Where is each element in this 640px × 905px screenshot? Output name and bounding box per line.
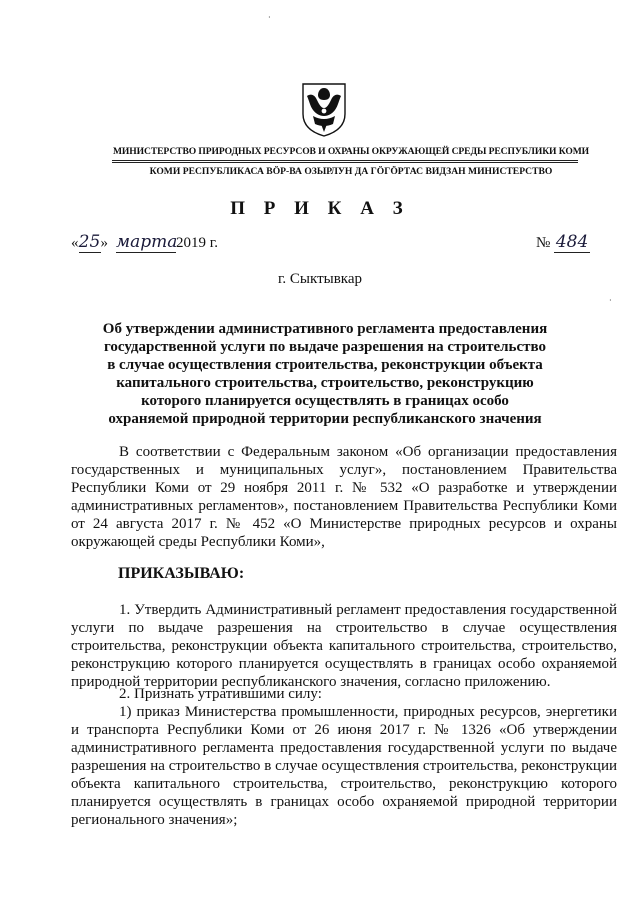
date-open-quote: « <box>71 235 79 251</box>
item-2-1-paragraph: 1) приказ Министерства промышленности, природных ресурсов, энергетики и транспорта Республики Коми от 26 июня 2017 г. № 1326 «Об утверждении административного регламента предоставления государственной услуги по выдаче разрешения на строительство в случае осуществления строительства, реконструкции объекта капитального строительства, строительство, реконструкцию которого планируется осуществлять в границах особо охраняемой природной территории регионального значения»; <box>71 704 617 828</box>
scan-mark: · <box>609 296 612 305</box>
document-title: П Р И К А З <box>230 198 410 219</box>
item-2-paragraph: 2. Признать утратившими силу: <box>119 686 322 702</box>
date-day: 25 <box>78 232 101 252</box>
header-divider <box>112 160 578 161</box>
number-value: 484 <box>555 232 589 252</box>
order-subject: Об утверждении административного регламента предоставления государственной услуги по выдаче разрешения на строительство в случае осуществления строительства, реконструкции объекта капитального строительства, строительство, реконструкцию которого планируется осуществлять в границах особо охраняемой природной территории республиканского значения <box>102 321 548 427</box>
order-word: ПРИКАЗЫВАЮ: <box>118 565 245 582</box>
scan-mark: · <box>268 13 271 22</box>
item-1-paragraph: 1. Утвердить Административный регламент предоставления государственной услуги по выдаче разрешения на строительство в случае осуществления строительства, реконструкции объекта капитального строительства, строительство, реконструкцию которого планируется осуществлять в границах особо охраняемой природной территории республиканского значения, согласно приложению. <box>71 602 617 690</box>
ministry-name-russian: МИНИСТЕРСТВО ПРИРОДНЫХ РЕСУРСОВ И ОХРАНЫ ОКРУЖАЮЩЕЙ СРЕДЫ РЕСПУБЛИКИ КОМИ <box>112 146 590 157</box>
city-line: г. Сыктывкар <box>277 271 363 287</box>
komi-coat-of-arms-icon <box>299 80 349 138</box>
date-year: 2019 г. <box>176 235 218 251</box>
date-month: марта <box>116 232 178 252</box>
ministry-name-komi: КОМИ РЕСПУБЛИКАСА ВÖР-ВА ОЗЫРЛУН ДА ГÖГÖРТАС ВИДЗАН МИНИСТЕРСТВО <box>149 166 553 177</box>
date-close-quote: » <box>100 235 108 251</box>
header-divider <box>112 162 578 163</box>
order-date <box>71 232 218 253</box>
number-prefix: № <box>536 235 551 251</box>
order-number <box>536 232 590 253</box>
preamble-paragraph: В соответствии с Федеральным законом «Об организации предоставления государственных и муниципальных услуг», постановлением Правительства Республики Коми от 29 ноября 2011 г. № 532 «О разработке и утверждении административных регламентов», постановлением Правительства Республики Коми от 24 августа 2017 г. № 452 «О Министерстве природных ресурсов и охраны окружающей среды Республики Коми», <box>71 444 617 550</box>
